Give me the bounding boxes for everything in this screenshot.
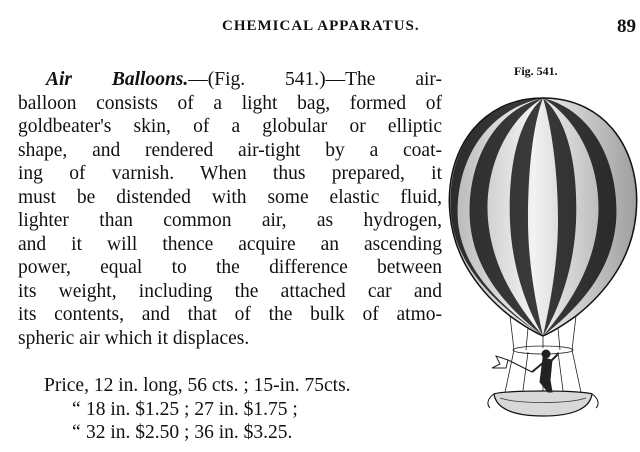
article-line: its contents, and that of the bulk of atmo- — [18, 304, 442, 325]
article-line: shape, and rendered air-tight by a coat- — [18, 139, 442, 161]
balloon-envelope — [448, 92, 638, 342]
price-line: Price, 12 in. long, 56 cts. ; 15-in. 75cts. — [44, 375, 351, 396]
article-line: power, equal to the difference between — [18, 257, 442, 278]
price-values: 32 in. $2.50 ; 36 in. $3.25. — [86, 422, 293, 443]
article-line: its weight, including the attached car and — [18, 280, 442, 302]
article-line: lighter than common air, as hydrogen, — [18, 210, 442, 231]
article-line: must be distended with some elastic fluid, — [18, 186, 442, 208]
figure-caption: Fig. 541. — [514, 64, 558, 78]
aeronaut-figure — [532, 350, 558, 392]
ditto-mark: “ — [72, 398, 81, 420]
price-values: 18 in. $1.25 ; 27 in. $1.75 ; — [86, 398, 298, 420]
balloon-illustration — [448, 92, 638, 432]
page-number: 89 — [617, 16, 636, 37]
running-head: CHEMICAL APPARATUS. — [222, 18, 420, 34]
article-body — [18, 68, 442, 350]
article-line: ing of varnish. When thus prepared, it — [18, 163, 442, 184]
article-first-line — [18, 68, 442, 92]
article-line: and it will thence acquire an ascending — [18, 233, 442, 255]
balloon-car — [488, 391, 598, 416]
article-line: balloon consists of a light bag, formed of — [18, 92, 442, 114]
article-line: goldbeater's skin, of a globular or elliptic — [18, 116, 442, 137]
price-line — [44, 421, 351, 445]
price-list — [44, 374, 351, 445]
article-line: —(Fig. 541.)—The air- — [188, 69, 442, 90]
price-line — [44, 398, 351, 422]
ditto-mark: “ — [72, 422, 81, 443]
article-title: Air Balloons. — [46, 69, 189, 90]
article-line: spheric air which it displaces. — [18, 327, 250, 349]
